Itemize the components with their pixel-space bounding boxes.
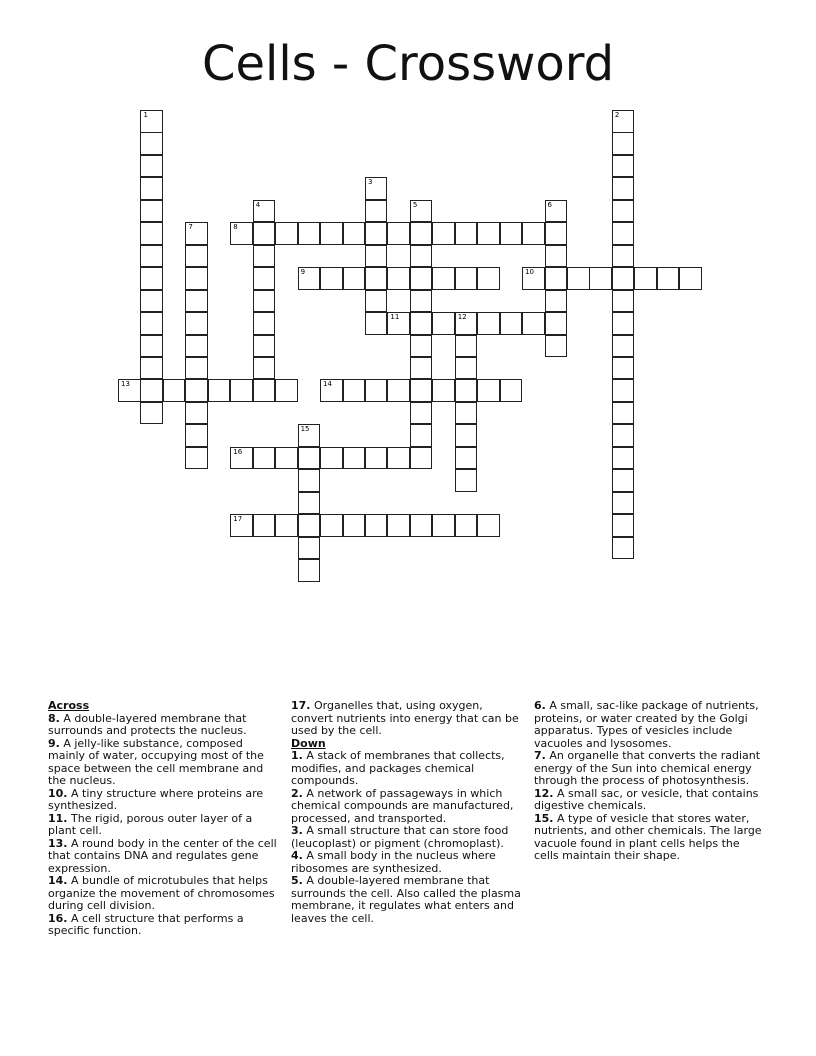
grid-cell[interactable] xyxy=(140,312,163,335)
grid-cell[interactable] xyxy=(432,379,455,402)
clue-column-1 xyxy=(48,700,280,938)
clue-number: 15 xyxy=(300,425,310,434)
grid-cell[interactable] xyxy=(185,357,208,380)
grid-cell[interactable] xyxy=(365,177,388,200)
grid-cell[interactable] xyxy=(140,290,163,313)
grid-cell[interactable] xyxy=(410,447,433,470)
clue-text: A jelly-like substance, composed mainly of water, occupying most of the space between the cell membrane and the nucleus. xyxy=(48,736,264,787)
grid-cell[interactable] xyxy=(253,312,276,335)
grid-cell[interactable] xyxy=(320,222,343,245)
clue-number: 1 xyxy=(143,111,148,119)
grid-cell[interactable] xyxy=(410,267,433,290)
clue-number: 14 xyxy=(323,380,332,389)
clue-number: 17 xyxy=(233,515,243,524)
grid-cell[interactable] xyxy=(455,335,478,358)
grid-cell[interactable] xyxy=(298,267,321,290)
clue-number-label: 6. xyxy=(534,699,546,712)
grid-cell[interactable] xyxy=(140,245,163,268)
grid-cell[interactable] xyxy=(298,222,321,245)
grid-cell[interactable] xyxy=(612,447,635,470)
grid-cell[interactable] xyxy=(253,267,276,290)
grid-cell[interactable] xyxy=(410,357,433,380)
clue-text: A small body in the nucleus where ribosomes are synthesized. xyxy=(291,849,496,875)
grid-cell[interactable] xyxy=(185,402,208,425)
grid-cell[interactable] xyxy=(432,514,455,537)
clue-number: 16 xyxy=(233,447,243,456)
clue-number-label: 4. xyxy=(291,849,303,862)
grid-cell[interactable] xyxy=(612,492,635,515)
section-heading: Across xyxy=(48,699,90,712)
grid-cell[interactable] xyxy=(612,335,635,358)
grid-cell[interactable] xyxy=(432,267,455,290)
grid-cell[interactable] xyxy=(612,379,635,402)
grid-cell[interactable] xyxy=(185,222,208,245)
grid-cell[interactable] xyxy=(612,514,635,537)
grid-cell[interactable] xyxy=(275,222,298,245)
clue-item xyxy=(534,750,766,788)
clue-item xyxy=(48,838,280,876)
grid-cell[interactable] xyxy=(185,379,208,402)
clue-item xyxy=(534,700,766,750)
grid-cell[interactable] xyxy=(343,447,366,470)
grid-cell[interactable] xyxy=(320,379,343,402)
grid-cell[interactable] xyxy=(545,200,568,223)
grid-cell[interactable] xyxy=(522,267,545,290)
grid-cell[interactable] xyxy=(230,447,253,470)
clue-item xyxy=(291,700,523,738)
grid-cell[interactable] xyxy=(545,222,568,245)
clue-text: A bundle of microtubules that helps organize the movement of chromosomes during cell division. xyxy=(48,874,275,912)
grid-cell[interactable] xyxy=(455,312,478,335)
clue-number-label: 5. xyxy=(291,874,303,887)
clue-column-2 xyxy=(291,700,523,925)
grid-cell[interactable] xyxy=(298,537,321,560)
grid-cell[interactable] xyxy=(455,402,478,425)
clue-number-label: 16. xyxy=(48,911,68,925)
grid-cell[interactable] xyxy=(365,222,388,245)
clue-item xyxy=(48,713,280,738)
grid-cell[interactable] xyxy=(477,222,500,245)
clue-text: A double-layered membrane that surrounds the cell. Also called the plasma membrane, it regulates what enters and leaves the cell. xyxy=(291,874,521,925)
grid-cell[interactable] xyxy=(679,267,702,290)
grid-cell[interactable] xyxy=(612,222,635,245)
grid-cell[interactable] xyxy=(365,290,388,313)
clue-number-label: 17. xyxy=(291,699,311,712)
grid-cell[interactable] xyxy=(253,200,276,223)
clue-item xyxy=(48,788,280,813)
grid-cell[interactable] xyxy=(410,379,433,402)
grid-cell[interactable] xyxy=(343,267,366,290)
grid-cell[interactable] xyxy=(567,267,590,290)
grid-cell[interactable] xyxy=(185,447,208,470)
grid-cell[interactable] xyxy=(455,514,478,537)
clue-text: The rigid, porous outer layer of a plant cell. xyxy=(48,811,253,837)
clue-number-label: 8. xyxy=(48,711,60,725)
grid-cell[interactable] xyxy=(185,312,208,335)
grid-cell[interactable] xyxy=(140,132,163,155)
clue-item xyxy=(291,788,523,826)
grid-cell[interactable] xyxy=(140,267,163,290)
grid-cell[interactable] xyxy=(343,514,366,537)
grid-cell[interactable] xyxy=(298,492,321,515)
clue-text: An organelle that converts the radiant energy of the Sun into chemical energy through the process of photosynthesis. xyxy=(534,749,761,787)
clue-text: A type of vesicle that stores water, nutrients, and other chemicals. The large vacuole found in plant cells helps the cells maintain their shape. xyxy=(534,811,762,862)
grid-cell[interactable] xyxy=(410,402,433,425)
grid-cell[interactable] xyxy=(140,357,163,380)
grid-cell[interactable] xyxy=(140,222,163,245)
clue-number-label: 2. xyxy=(291,786,303,800)
clue-number: 6 xyxy=(547,200,553,209)
clue-number-label: 13. xyxy=(48,836,68,850)
grid-cell[interactable] xyxy=(365,447,388,470)
clue-text: A round body in the center of the cell that contains DNA and regulates gene expression. xyxy=(48,836,277,875)
grid-cell[interactable] xyxy=(253,447,276,470)
grid-cell[interactable] xyxy=(185,424,208,447)
grid-cell[interactable] xyxy=(612,177,635,200)
grid-cell[interactable] xyxy=(455,357,478,380)
grid-cell[interactable] xyxy=(410,245,433,268)
grid-cell[interactable] xyxy=(477,514,500,537)
clue-text: A double-layered membrane that surrounds and protects the nucleus. xyxy=(48,711,247,737)
grid-cell[interactable] xyxy=(185,267,208,290)
grid-cell[interactable] xyxy=(365,312,388,335)
grid-cell[interactable] xyxy=(298,469,321,492)
grid-cell[interactable] xyxy=(253,514,276,537)
grid-cell[interactable] xyxy=(612,290,635,313)
grid-cell[interactable] xyxy=(320,447,343,470)
grid-cell[interactable] xyxy=(387,514,410,537)
grid-cell[interactable] xyxy=(298,424,321,447)
grid-cell[interactable] xyxy=(275,379,298,402)
clue-number: 2 xyxy=(614,111,620,119)
clue-number-label: 14. xyxy=(48,874,68,887)
clue-number-label: 15. xyxy=(534,811,554,825)
grid-cell[interactable] xyxy=(410,222,433,245)
grid-cell[interactable] xyxy=(140,200,163,223)
clue-item xyxy=(291,875,523,925)
grid-cell[interactable] xyxy=(455,447,478,470)
grid-cell[interactable] xyxy=(343,379,366,402)
grid-cell[interactable] xyxy=(612,267,635,290)
grid-cell[interactable] xyxy=(387,379,410,402)
grid-cell[interactable] xyxy=(185,290,208,313)
clue-number: 5 xyxy=(412,200,418,209)
grid-cell[interactable] xyxy=(387,222,410,245)
grid-cell[interactable] xyxy=(140,155,163,178)
grid-cell[interactable] xyxy=(185,335,208,358)
grid-cell[interactable] xyxy=(432,312,455,335)
grid-cell[interactable] xyxy=(612,357,635,380)
grid-cell[interactable] xyxy=(387,312,410,335)
grid-cell[interactable] xyxy=(612,469,635,492)
grid-cell[interactable] xyxy=(275,514,298,537)
grid-cell[interactable] xyxy=(500,312,523,335)
clue-item xyxy=(534,813,766,863)
clue-text: A small, sac-like package of nutrients, proteins, or water created by the Golgi apparatus. Types of vesicles include vacuoles and lysosomes. xyxy=(534,699,759,750)
grid-cell[interactable] xyxy=(545,312,568,335)
grid-cell[interactable] xyxy=(455,469,478,492)
section-heading: Down xyxy=(291,736,326,750)
clue-number-label: 7. xyxy=(534,749,546,762)
grid-cell[interactable] xyxy=(118,379,141,402)
grid-cell[interactable] xyxy=(208,379,231,402)
grid-cell[interactable] xyxy=(253,245,276,268)
grid-cell[interactable] xyxy=(163,379,186,402)
grid-cell[interactable] xyxy=(410,290,433,313)
grid-cell[interactable] xyxy=(140,379,163,402)
grid-cell[interactable] xyxy=(455,379,478,402)
grid-cell[interactable] xyxy=(320,514,343,537)
grid-cell[interactable] xyxy=(410,312,433,335)
clue-column-3 xyxy=(534,700,766,863)
grid-cell[interactable] xyxy=(410,514,433,537)
grid-cell[interactable] xyxy=(140,335,163,358)
clue-text: A small structure that can store food (leucoplast) or pigment (chromoplast). xyxy=(291,824,509,850)
grid-cell[interactable] xyxy=(545,245,568,268)
clue-number-label: 11. xyxy=(48,811,68,825)
clue-item xyxy=(534,788,766,813)
grid-cell[interactable] xyxy=(140,110,163,133)
clue-number: 13 xyxy=(121,380,130,389)
clue-item xyxy=(291,825,523,850)
clue-number-label: 10. xyxy=(48,786,68,800)
grid-cell[interactable] xyxy=(365,379,388,402)
grid-cell[interactable] xyxy=(612,537,635,560)
page-title: Cells - Crossword xyxy=(201,36,615,92)
clue-number: 12 xyxy=(457,313,467,322)
clue-number: 3 xyxy=(367,178,373,187)
clue-text: A network of passageways in which chemical compounds are manufactured, processed, and transported. xyxy=(291,786,514,825)
grid-cell[interactable] xyxy=(253,222,276,245)
grid-cell[interactable] xyxy=(455,424,478,447)
grid-cell[interactable] xyxy=(387,267,410,290)
grid-cell[interactable] xyxy=(522,222,545,245)
clue-number-label: 12. xyxy=(534,786,554,800)
clue-number-label: 1. xyxy=(291,749,303,762)
grid-cell[interactable] xyxy=(343,222,366,245)
grid-cell[interactable] xyxy=(545,335,568,358)
grid-cell[interactable] xyxy=(657,267,680,290)
clue-number: 10 xyxy=(525,268,535,277)
grid-cell[interactable] xyxy=(275,447,298,470)
grid-cell[interactable] xyxy=(298,559,321,582)
grid-cell[interactable] xyxy=(140,177,163,200)
grid-cell[interactable] xyxy=(365,514,388,537)
grid-cell[interactable] xyxy=(387,447,410,470)
grid-cell[interactable] xyxy=(612,110,635,133)
grid-cell[interactable] xyxy=(612,402,635,425)
clue-item xyxy=(291,850,523,875)
grid-cell[interactable] xyxy=(612,132,635,155)
clue-number: 8 xyxy=(233,223,238,232)
grid-cell[interactable] xyxy=(634,267,657,290)
grid-cell[interactable] xyxy=(477,312,500,335)
clue-number: 7 xyxy=(188,223,193,232)
clue-text: A tiny structure where proteins are synthesized. xyxy=(48,786,264,812)
clue-number-label: 3. xyxy=(291,824,303,837)
grid-cell[interactable] xyxy=(253,357,276,380)
grid-cell[interactable] xyxy=(140,402,163,425)
grid-cell[interactable] xyxy=(545,267,568,290)
grid-cell[interactable] xyxy=(230,379,253,402)
grid-cell[interactable] xyxy=(365,200,388,223)
clue-item xyxy=(48,875,280,913)
grid-cell[interactable] xyxy=(365,267,388,290)
grid-cell[interactable] xyxy=(612,245,635,268)
grid-cell[interactable] xyxy=(612,200,635,223)
grid-cell[interactable] xyxy=(365,245,388,268)
clue-item xyxy=(291,750,523,788)
grid-cell[interactable] xyxy=(253,379,276,402)
clue-number: 4 xyxy=(255,200,261,209)
clue-item xyxy=(48,913,280,938)
grid-cell[interactable] xyxy=(455,267,478,290)
grid-cell[interactable] xyxy=(410,335,433,358)
clue-number: 11 xyxy=(390,313,400,322)
grid-cell[interactable] xyxy=(612,424,635,447)
grid-cell[interactable] xyxy=(477,267,500,290)
grid-cell[interactable] xyxy=(230,222,253,245)
grid-cell[interactable] xyxy=(432,222,455,245)
grid-cell[interactable] xyxy=(500,379,523,402)
grid-cell[interactable] xyxy=(612,155,635,178)
grid-cell[interactable] xyxy=(612,312,635,335)
clue-text: Organelles that, using oxygen, convert nutrients into energy that can be used by the cell. xyxy=(291,699,519,737)
grid-cell[interactable] xyxy=(298,514,321,537)
clue-item xyxy=(48,813,280,838)
grid-cell[interactable] xyxy=(589,267,612,290)
grid-cell[interactable] xyxy=(410,424,433,447)
grid-cell[interactable] xyxy=(253,335,276,358)
grid-cell[interactable] xyxy=(298,447,321,470)
grid-cell[interactable] xyxy=(500,222,523,245)
grid-cell[interactable] xyxy=(410,200,433,223)
grid-cell[interactable] xyxy=(522,312,545,335)
grid-cell[interactable] xyxy=(253,290,276,313)
clue-number: 9 xyxy=(300,268,306,277)
clue-text: A small sac, or vesicle, that contains digestive chemicals. xyxy=(534,786,759,812)
grid-cell[interactable] xyxy=(455,222,478,245)
grid-cell[interactable] xyxy=(545,290,568,313)
clue-text: A stack of membranes that collects, modifies, and packages chemical compounds. xyxy=(291,749,505,787)
grid-cell[interactable] xyxy=(477,379,500,402)
grid-cell[interactable] xyxy=(230,514,253,537)
clue-number-label: 9. xyxy=(48,736,60,750)
grid-cell[interactable] xyxy=(320,267,343,290)
grid-cell[interactable] xyxy=(185,245,208,268)
clue-text: A cell structure that performs a specific function. xyxy=(48,911,244,937)
clue-item xyxy=(48,738,280,788)
